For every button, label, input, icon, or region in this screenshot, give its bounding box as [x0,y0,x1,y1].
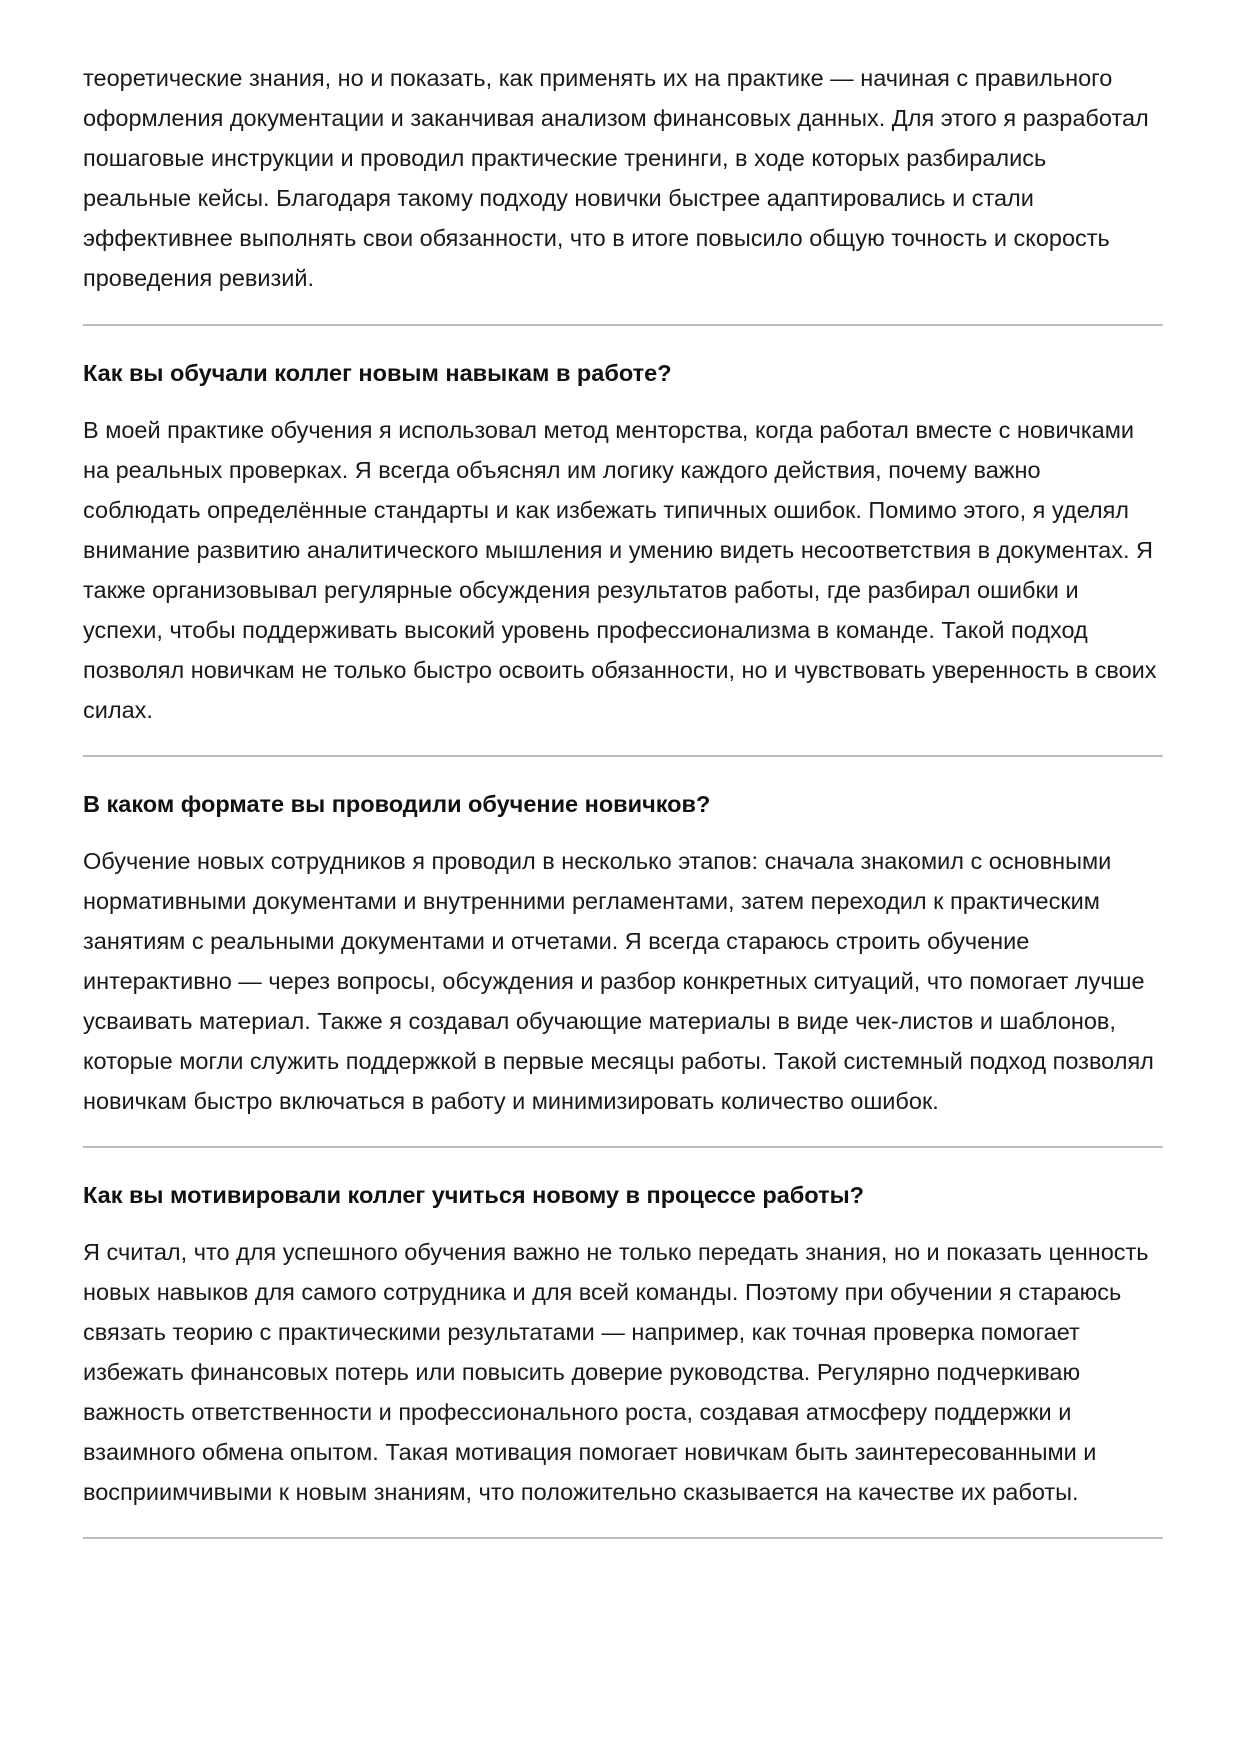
section-divider [83,1537,1163,1539]
qa-section [83,1148,1163,1539]
answer-paragraph: В моей практике обучения я использовал метод менторства, когда работал вместе с новичками на реальных проверках. Я всегда объяснял им логику каждого действия, почему важно соблюдать определённые стандарты и как избежать типичных ошибок. Помимо этого, я уделял внимание развитию аналитического мышления и умению видеть несоответствия в документах. Я также организовывал регулярные обсуждения результатов работы, где разбирал ошибки и успехи, чтобы поддерживать высокий уровень профессионализма в команде. Такой подход позволял новичкам не только быстро освоить обязанности, но и чувствовать уверенность в своих силах. [83,417,1157,723]
answer-paragraph: Обучение новых сотрудников я проводил в несколько этапов: сначала знакомил с основными нормативными документами и внутренними регламентами, затем переходил к практическим занятиям с реальными документами и отчетами. Я всегда стараюсь строить обучение интерактивно — через вопросы, обсуждения и разбор конкретных ситуаций, что помогает лучше усваивать материал. Также я создавал обучающие материалы в виде чек-листов и шаблонов, которые могли служить поддержкой в первые месяцы работы. Такой системный подход позволял новичкам быстро включаться в работу и минимизировать количество ошибок. [83,848,1154,1114]
document-page [83,58,1163,1539]
question-heading: Как вы обучали коллег новым навыкам в работе? [83,360,672,386]
qa-section [83,326,1163,757]
question-heading: В каком формате вы проводили обучение новичков? [83,791,711,817]
question-heading: Как вы мотивировали коллег учиться новому в процессе работы? [83,1182,864,1208]
answer-paragraph: Я считал, что для успешного обучения важно не только передать знания, но и показать ценность новых навыков для самого сотрудника и для всей команды. Поэтому при обучении я стараюсь связать теорию с практическими результатами — например, как точная проверка помогает избежать финансовых потерь или повысить доверие руководства. Регулярно подчеркиваю важность ответственности и профессионального роста, создавая атмосферу поддержки и взаимного обмена опытом. Такая мотивация помогает новичкам быть заинтересованными и восприимчивыми к новым знаниям, что положительно сказывается на качестве их работы. [83,1239,1149,1505]
intro-paragraph: теоретические знания, но и показать, как применять их на практике — начиная с правильного оформления документации и заканчивая анализом финансовых данных. Для этого я разработал пошаговые инструкции и проводил практические тренинги, в ходе которых разбирались реальные кейсы. Благодаря такому подходу новички быстрее адаптировались и стали эффективнее выполнять свои обязанности, что в итоге повысило общую точность и скорость проведения ревизий. [83,65,1149,291]
qa-section [83,757,1163,1148]
